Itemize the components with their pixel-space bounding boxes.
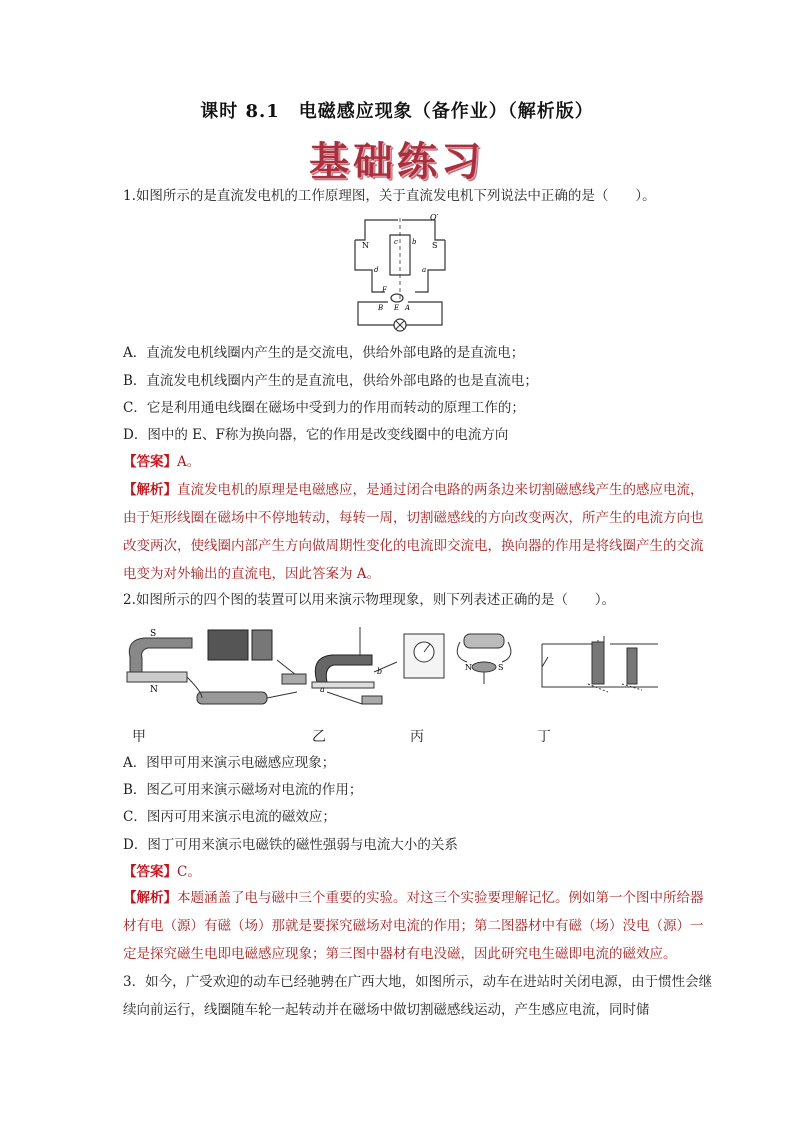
label-e: E — [394, 304, 400, 312]
label-d: d — [374, 266, 379, 274]
q2-answer-tag: 【答案】 — [123, 864, 177, 880]
q2-caption-ding: 丁 — [537, 729, 551, 745]
q2-label-b: b — [377, 667, 383, 676]
q2-label-n: N — [150, 685, 158, 695]
q2-label-s2: S — [498, 663, 504, 672]
q1-answer-value: A。 — [177, 454, 201, 470]
label-c: c — [394, 238, 398, 246]
label-n: N — [362, 241, 369, 250]
q2-analysis-text: 本题涵盖了电与磁中三个重要的实验。对这三个实验要理解记忆。例如第一个图中所给器材有电（源）有磁（场）那就是要探究磁场对电流的作用；第二图器材中有磁（场）没电（源）一定是探究磁生电即电磁感应现象；第三图中器材有电没磁，因此研究电生磁即电流的磁效应。 — [123, 890, 704, 962]
label-o-prime: O′ — [430, 213, 439, 222]
section-banner: 基础练习 — [309, 139, 485, 185]
label-b2: B — [378, 304, 384, 312]
q2-option-a: A．图甲可用来演示电磁感应现象； — [123, 755, 336, 771]
q2-answer — [123, 862, 713, 882]
q3-stem: 3．如今，广受欢迎的动车已经驰骋在广西大地，如图所示，动车在进站时关闭电源，由于惯性会继续向前运行，线圈随车轮一起转动并在磁场中做切割磁感线运动，产生感应电流，同时储 — [123, 974, 713, 1018]
q2-option-c: C．图丙可用来演示电流的磁效应； — [123, 809, 336, 825]
q1-option-d: D．图中的 E、F称为换向器，它的作用是改变线圈中的电流方向 — [123, 427, 509, 443]
q2-stem: 2.如图所示的四个图的装置可以用来演示物理现象，则下列表述正确的是（ ）。 — [123, 592, 616, 608]
q1-analysis-tag: 【解析】 — [123, 482, 177, 498]
q1-option-c: C．它是利用通电线圈在磁场中受到力的作用而转动的原理工作的； — [123, 400, 525, 416]
q1-analysis — [123, 476, 713, 588]
q2-caption-bing: 丙 — [410, 729, 424, 745]
q2-label-n2: N — [465, 663, 472, 672]
q2-experiments-figure — [122, 622, 660, 722]
q2-analysis — [123, 884, 713, 968]
q2-answer-value: C。 — [177, 864, 201, 880]
q2-caption-yi: 乙 — [312, 729, 326, 745]
q2-option-b: B．图乙可用来演示磁场对电流的作用； — [123, 782, 363, 798]
label-f: F — [382, 286, 387, 294]
q1-answer-tag: 【答案】 — [123, 454, 177, 470]
q2-option-d: D．图丁可用来演示电磁铁的磁性强弱与电流大小的关系 — [123, 837, 458, 853]
q2-label-s: S — [150, 629, 157, 639]
q2-caption-jia: 甲 — [132, 729, 146, 745]
q1-generator-figure — [350, 210, 450, 335]
label-b: b — [412, 238, 417, 246]
q2-analysis-tag: 【解析】 — [123, 890, 177, 906]
q1-answer — [123, 452, 713, 472]
q1-option-a: A．直流发电机线圈内产生的是交流电，供给外部电路的是直流电； — [123, 345, 525, 361]
q1-analysis-text: 直流发电机的原理是电磁感应，是通过闭合电路的两条边来切割磁感线产生的感应电流，由于矩形线圈在磁场中不停地转动，每转一周，切割磁感线的方向改变两次，所产生的电流方向也改变两次，使线圈内部产生方向做周期性变化的电流即交流电，换向器的作用是将线圈产生的交流电变为对外输出的直流电，因此答案为 A。 — [123, 482, 704, 582]
q1-option-b: B．直流发电机线圈内产生的是直流电，供给外部电路的也是直流电； — [123, 373, 538, 389]
label-a: a — [422, 266, 427, 274]
q1-stem: 1.如图所示的是直流发电机的工作原理图，关于直流发电机下列说法中正确的是（ ）。 — [123, 188, 656, 204]
q2-label-a: a — [320, 685, 325, 694]
page-title: 课时 8.1 电磁感应现象（备作业）（解析版） — [200, 101, 594, 122]
label-s: S — [432, 241, 438, 250]
label-a2: A — [405, 304, 411, 312]
